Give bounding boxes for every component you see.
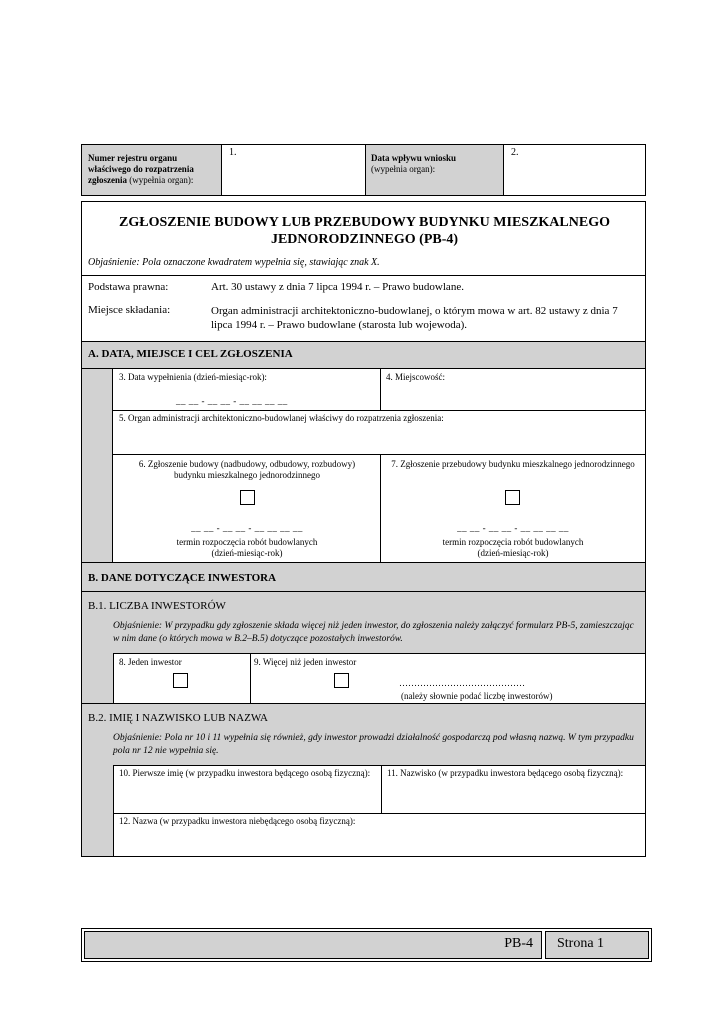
organization-name-label: 12. Nazwa (w przypadku inwestora niebędącego osobą fizyczną): <box>119 816 356 826</box>
legal-basis-label: Podstawa prawna: <box>88 281 169 293</box>
construction-start-format: (dzień-miesiąc-rok) <box>211 548 283 558</box>
b1-note: Objaśnienie: W przypadku gdy zgłoszenie składa więcej niż jeden inwestor, do zgłoszenia należy załączyć formularz PB-5, zamieszczając w nim dane (o których mowa w B.2–B.5) dotyczące pozostałych inwestorów. <box>113 621 634 644</box>
date-received-field[interactable]: 2. <box>511 147 519 158</box>
rebuild-notice-label: 7. Zgłoszenie przebudowy budynku mieszkalnego jednorodzinnego <box>391 459 635 469</box>
construction-notice-label: 6. Zgłoszenie budowy (nadbudowy, odbudowy, rozbudowy) budynku mieszkalnego jednorodzinnego <box>138 459 356 480</box>
b2-note: Objaśnienie: Pola nr 10 i 11 wypełnia się również, gdy inwestor prowadzi działalność gospodarczą pod własną nazwą. W tym przypadku pola nr 12 nie wypełnia się. <box>113 733 634 756</box>
rebuild-start-caption: termin rozpoczęcia robót budowlanych <box>442 537 584 547</box>
page-footer <box>81 928 652 962</box>
construction-start-blank[interactable]: __ __ - __ __ - __ __ __ __ <box>191 523 303 533</box>
single-investor-label: 8. Jeden inwestor <box>119 657 182 667</box>
footer-form-code-cell <box>84 931 542 959</box>
rebuild-notice-checkbox[interactable] <box>505 490 520 505</box>
registry-number-field[interactable]: 1. <box>229 147 237 158</box>
b2-block <box>82 704 645 856</box>
section-a-margin <box>82 369 113 562</box>
b2-title: B.2. IMIĘ I NAZWISKO LUB NAZWA <box>88 712 268 724</box>
section-b-header: B. DANE DOTYCZĄCE INWESTORA <box>82 562 645 592</box>
footer-page-number: Strona 1 <box>557 936 605 951</box>
rebuild-start-blank[interactable]: __ __ - __ __ - __ __ __ __ <box>457 523 569 533</box>
single-investor-field <box>114 654 251 703</box>
investor-count-input[interactable]: …………………………………… <box>399 678 525 688</box>
rebuild-start-format: (dzień-miesiąc-rok) <box>477 548 549 558</box>
date-received-label: Data wpływu wniosku <box>371 153 457 163</box>
first-name-field[interactable] <box>114 766 382 814</box>
construction-start-caption: termin rozpoczęcia robót budowlanych <box>176 537 318 547</box>
submission-place-value: Organ administracji architektoniczno-budowlanej, o którym mowa w art. 82 ustawy z dnia 7 lipca 1994 r. – Prawo budowlane (starosta lub wojewoda). <box>211 305 618 331</box>
registry-box <box>81 144 646 196</box>
b1-title: B.1. LICZBA INWESTORÓW <box>88 600 226 612</box>
b1-block <box>82 592 645 704</box>
first-name-label: 10. Pierwsze imię (w przypadku inwestora będącego osobą fizyczną): <box>119 768 371 778</box>
fill-date-label: 3. Data wypełnienia (dzień-miesiąc-rok): <box>119 372 267 382</box>
surname-field[interactable] <box>382 766 646 814</box>
form-title: ZGŁOSZENIE BUDOWY LUB PRZEBUDOWY BUDYNKU MIESZKALNEGO JEDNORODZINNEGO (PB-4) <box>119 215 610 247</box>
multiple-investors-field <box>251 654 646 703</box>
authority-label: 5. Organ administracji architektoniczno-budowlanej właściwy do rozpatrzenia zgłoszenia: <box>119 413 444 423</box>
footer-page-cell <box>545 931 649 959</box>
multiple-investors-label: 9. Więcej niż jeden inwestor <box>254 657 357 667</box>
investor-count-row <box>113 653 645 703</box>
locality-field[interactable] <box>381 369 645 411</box>
fill-date-blank: __ __ - __ __ - __ __ __ __ <box>176 396 288 406</box>
registry-label-cell <box>82 145 222 195</box>
investor-name-grid <box>113 765 645 856</box>
locality-label: 4. Miejscowość: <box>386 372 445 382</box>
construction-notice-field <box>113 455 381 562</box>
authority-field[interactable] <box>113 411 645 455</box>
footer-form-code: PB-4 <box>504 936 533 951</box>
investor-count-caption: (należy słownie podać liczbę inwestorów) <box>401 691 553 701</box>
form-main <box>81 201 646 857</box>
construction-notice-checkbox[interactable] <box>240 490 255 505</box>
single-investor-checkbox[interactable] <box>173 673 188 688</box>
surname-label: 11. Nazwisko (w przypadku inwestora będącego osobą fizyczną): <box>387 768 624 778</box>
organization-name-field[interactable] <box>114 814 646 856</box>
title-note: Objaśnienie: Pola oznaczone kwadratem wypełnia się, stawiając znak X. <box>88 257 380 268</box>
fill-date-field[interactable] <box>113 369 381 411</box>
title-divider <box>82 275 645 276</box>
registry-label: Numer rejestru organu właściwego do rozpatrzenia zgłoszenia (wypełnia organ): <box>88 153 194 185</box>
section-a-header: A. DATA, MIEJSCE I CEL ZGŁOSZENIA <box>82 341 645 369</box>
date-received-label-cell <box>365 145 504 195</box>
rebuild-notice-field <box>381 455 645 562</box>
submission-place-label: Miejsce składania: <box>88 304 171 316</box>
date-received-sublabel: (wypełnia organ): <box>371 164 436 174</box>
legal-basis-value: Art. 30 ustawy z dnia 7 lipca 1994 r. – Prawo budowlane. <box>211 281 464 293</box>
multiple-investors-checkbox[interactable] <box>334 673 349 688</box>
